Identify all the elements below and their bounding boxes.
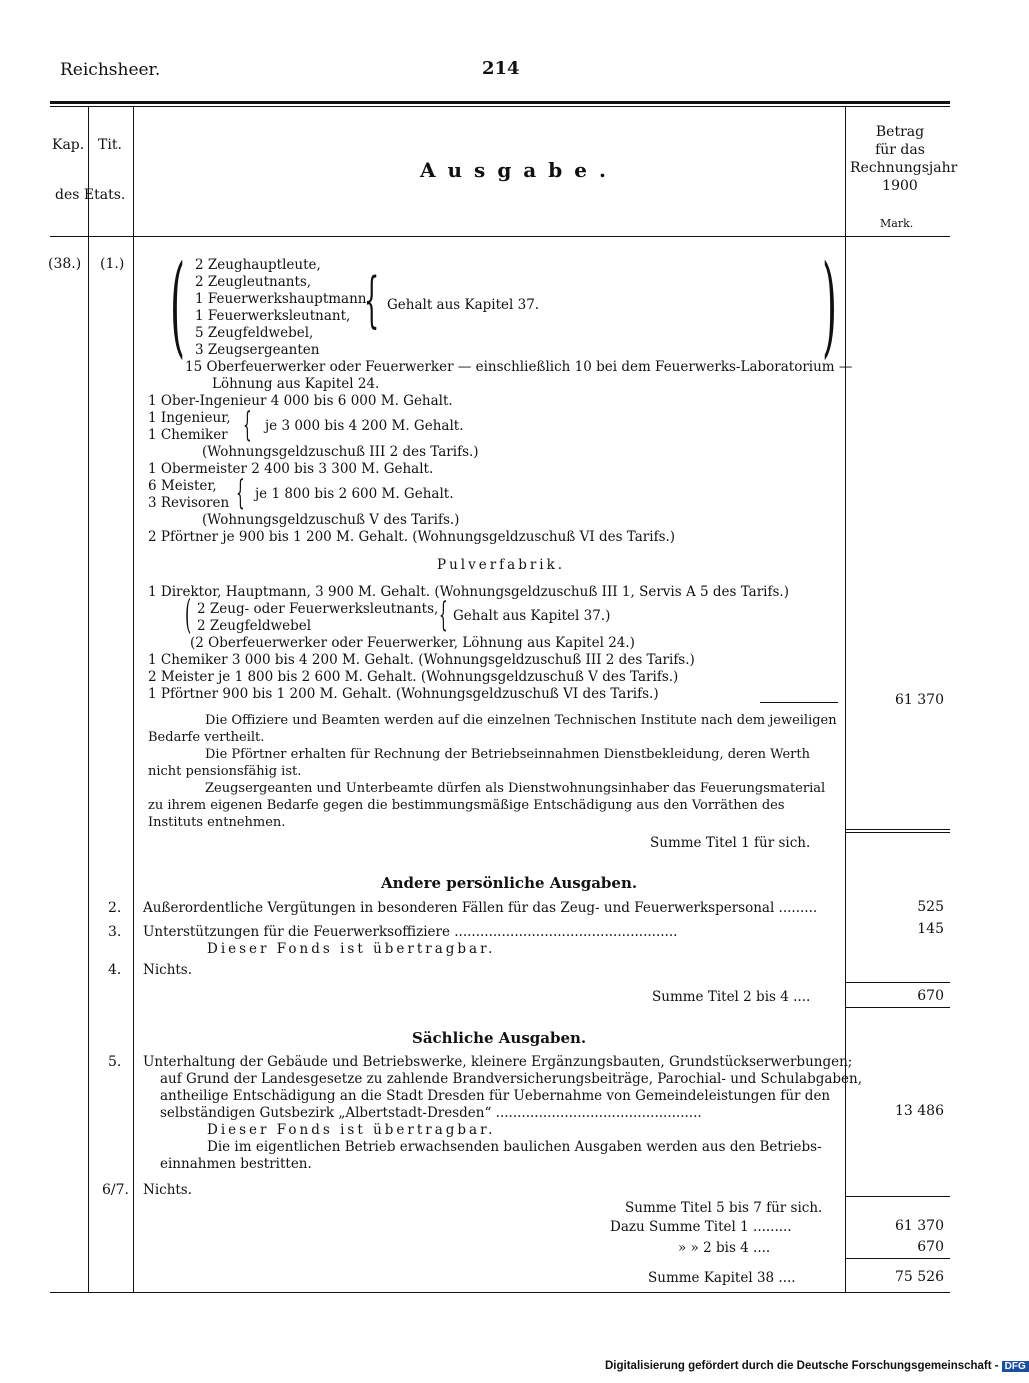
tit-number: 2. (108, 900, 122, 916)
text-line: 1 Pförtner 900 bis 1 200 M. Gehalt. (Wohnungsgeldzuschuß VI des Tarifs.) (148, 686, 659, 702)
sum-rule (845, 1258, 950, 1259)
text-line: 2 Meister je 1 800 bis 2 600 M. Gehalt. (Wohnungsgeldzuschuß V des Tarifs.) (148, 669, 679, 685)
brace: ( (185, 592, 192, 638)
summe-line: » » 2 bis 4 .... (678, 1240, 771, 1256)
amount-header-line: 1900 (882, 178, 918, 194)
brace: { (243, 405, 252, 445)
top-rule (50, 101, 950, 104)
text-line: 1 Feuerwerkshauptmann, (195, 291, 371, 307)
summe-line: Summe Titel 5 bis 7 für sich. (625, 1200, 823, 1216)
amount-titel-1: 61 370 (895, 692, 944, 708)
tit-number: 5. (108, 1054, 122, 1070)
text-line: 5 Zeugfeldwebel, (195, 325, 314, 341)
footer-text: Digitalisierung gefördert durch die Deutsche Forschungsgemeinschaft - (605, 1360, 999, 1372)
note-line: zu ihrem eigenen Bedarfe gegen die bestimmungsmäßige Entschädigung aus den Vorräthen des (148, 798, 785, 813)
text-line: Außerordentliche Vergütungen in besonderen Fällen für das Zeug- und Feuerwerkspersonal ......... (143, 900, 818, 916)
tit-number: 6/7. (102, 1182, 129, 1198)
sum-rule (845, 1007, 950, 1008)
note-line: Instituts entnehmen. (148, 815, 286, 830)
text-line: (2 Oberfeuerwerker oder Feuerwerker, Löhnung aus Kapitel 24.) (190, 635, 635, 651)
bottom-rule (50, 1292, 950, 1293)
amount: 670 (917, 988, 944, 1004)
right-brace: ) (822, 241, 838, 369)
table-title: Ausgabe. (420, 158, 618, 182)
note-line: nicht pensionsfähig ist. (148, 764, 302, 779)
note-line: Zeugsergeanten und Unterbeamte dürfen als Dienstwohnungsinhaber das Feuerungsmaterial (205, 781, 826, 796)
brace-note: Gehalt aus Kapitel 37.) (453, 608, 611, 624)
text-line: Dieser Fonds ist übertragbar. (207, 1122, 496, 1138)
kap-number: (38.) (48, 256, 82, 272)
amount: 525 (917, 899, 944, 915)
brace-note: je 3 000 bis 4 200 M. Gehalt. (265, 418, 464, 434)
tit-number: (1.) (100, 256, 125, 272)
text-line: 1 Chemiker 3 000 bis 4 200 M. Gehalt. (Wohnungsgeldzuschuß III 2 des Tarifs.) (148, 652, 695, 668)
text-line: Löhnung aus Kapitel 24. (212, 376, 380, 392)
tit-header: Tit. (98, 137, 122, 153)
text-line: antheilige Entschädigung an die Stadt Dresden für Uebernahme von Gemeindeleistungen für den (160, 1088, 831, 1104)
section-heading: Sächliche Ausgaben. (412, 1029, 587, 1047)
des-etats-header: des Etats. (55, 187, 126, 203)
note-line: Die Pförtner erhalten für Rechnung der Betriebseinnahmen Dienstbekleidung, deren Werth (205, 747, 810, 762)
summe-titel-2-4: Summe Titel 2 bis 4 .... (652, 989, 811, 1005)
sum-rule (845, 829, 950, 830)
amount: 670 (917, 1239, 944, 1255)
text-line: 3 Zeugsergeanten (195, 342, 320, 358)
note-line: Bedarfe vertheilt. (148, 730, 265, 745)
tit-number: 4. (108, 962, 122, 978)
text-line: Dieser Fonds ist übertragbar. (207, 941, 496, 957)
text-line: 6 Meister, (148, 478, 217, 494)
running-header: Reichsheer. (60, 60, 161, 80)
amount-header (850, 123, 958, 195)
page-number: 214 (482, 58, 520, 79)
summe-line: Dazu Summe Titel 1 ......... (610, 1219, 792, 1235)
unit-label: Mark. (880, 217, 914, 230)
amount: 61 370 (895, 1218, 944, 1234)
sum-rule (845, 1196, 950, 1197)
header-bottom-rule (50, 236, 950, 237)
text-line: Nichts. (143, 1182, 193, 1198)
dfg-logo: DFG (1002, 1361, 1029, 1372)
brace: { (236, 473, 245, 513)
text-line: 1 Ober-Ingenieur 4 000 bis 6 000 M. Gehalt. (148, 393, 453, 409)
pulverfabrik-heading: Pulverfabrik. (437, 557, 566, 573)
top-rule-thin (50, 106, 950, 107)
text-line: Unterstützungen für die Feuerwerksoffiziere .................................................... (143, 924, 678, 940)
summe-titel-1: Summe Titel 1 für sich. (650, 835, 811, 851)
text-line: 1 Chemiker (148, 427, 228, 443)
text-line: Nichts. (143, 962, 193, 978)
text-line: auf Grund der Landesgesetze zu zahlende Brandversicherungsbeiträge, Parochial- und Schulabgaben, (160, 1071, 863, 1087)
text-line: 1 Obermeister 2 400 bis 3 300 M. Gehalt. (148, 461, 434, 477)
text-line: 2 Zeug- oder Feuerwerksleutnants, (197, 601, 439, 617)
amount-header-line: für das (875, 142, 925, 158)
text-line: 1 Direktor, Hauptmann, 3 900 M. Gehalt. (Wohnungsgeldzuschuß III 1, Servis A 5 des Tarifs.) (148, 584, 789, 600)
sum-rule (760, 702, 838, 703)
text-line: Die im eigentlichen Betrieb erwachsenden baulichen Ausgaben werden aus den Betriebs- (207, 1139, 822, 1155)
text-line: Unterhaltung der Gebäude und Betriebswerke, kleinere Ergänzungsbauten, Grundstückserwerbungen; (143, 1054, 853, 1070)
text-line: 2 Zeugleutnants, (195, 274, 312, 290)
col-divider-kap (88, 107, 89, 1292)
total-amount: 75 526 (895, 1269, 944, 1285)
text-line: 1 Feuerwerksleutnant, (195, 308, 351, 324)
sum-rule (845, 982, 950, 983)
text-line: 1 Ingenieur, (148, 410, 231, 426)
kap-header: Kap. (52, 137, 85, 153)
brace: { (439, 595, 448, 635)
text-line: 2 Pförtner je 900 bis 1 200 M. Gehalt. (Wohnungsgeldzuschuß VI des Tarifs.) (148, 529, 676, 545)
amount: 145 (917, 921, 944, 937)
section-heading: Andere persönliche Ausgaben. (381, 874, 638, 892)
brace-note: Gehalt aus Kapitel 37. (387, 297, 540, 313)
left-brace: ( (170, 241, 186, 369)
amount-header-line: Rechnungsjahr (850, 160, 958, 176)
text-line: selbständigen Gutsbezirk „Albertstadt-Dresden“ ................................................ (160, 1105, 702, 1121)
footer-credit (605, 1360, 1029, 1372)
text-line: (Wohnungsgeldzuschuß V des Tarifs.) (202, 512, 460, 528)
text-line: 2 Zeughauptleute, (195, 257, 321, 273)
tit-number: 3. (108, 924, 122, 940)
text-line: 3 Revisoren (148, 495, 230, 511)
sum-rule (845, 832, 950, 833)
text-line: 15 Oberfeuerwerker oder Feuerwerker — einschließlich 10 bei dem Feuerwerks-Laboratorium — (185, 359, 853, 375)
amount-header-line: Betrag (875, 124, 925, 140)
col-divider-amount (845, 107, 846, 1292)
amount: 13 486 (895, 1103, 944, 1119)
brace: { (364, 265, 380, 335)
text-line: 2 Zeugfeldwebel (197, 618, 312, 634)
note-line: Die Offiziere und Beamten werden auf die einzelnen Technischen Institute nach dem jeweiligen (205, 713, 837, 728)
text-line: (Wohnungsgeldzuschuß III 2 des Tarifs.) (202, 444, 479, 460)
col-divider-tit (133, 107, 134, 1292)
brace-note: je 1 800 bis 2 600 M. Gehalt. (255, 486, 454, 502)
text-line: einnahmen bestritten. (160, 1156, 312, 1172)
summe-kapitel: Summe Kapitel 38 .... (648, 1270, 796, 1286)
